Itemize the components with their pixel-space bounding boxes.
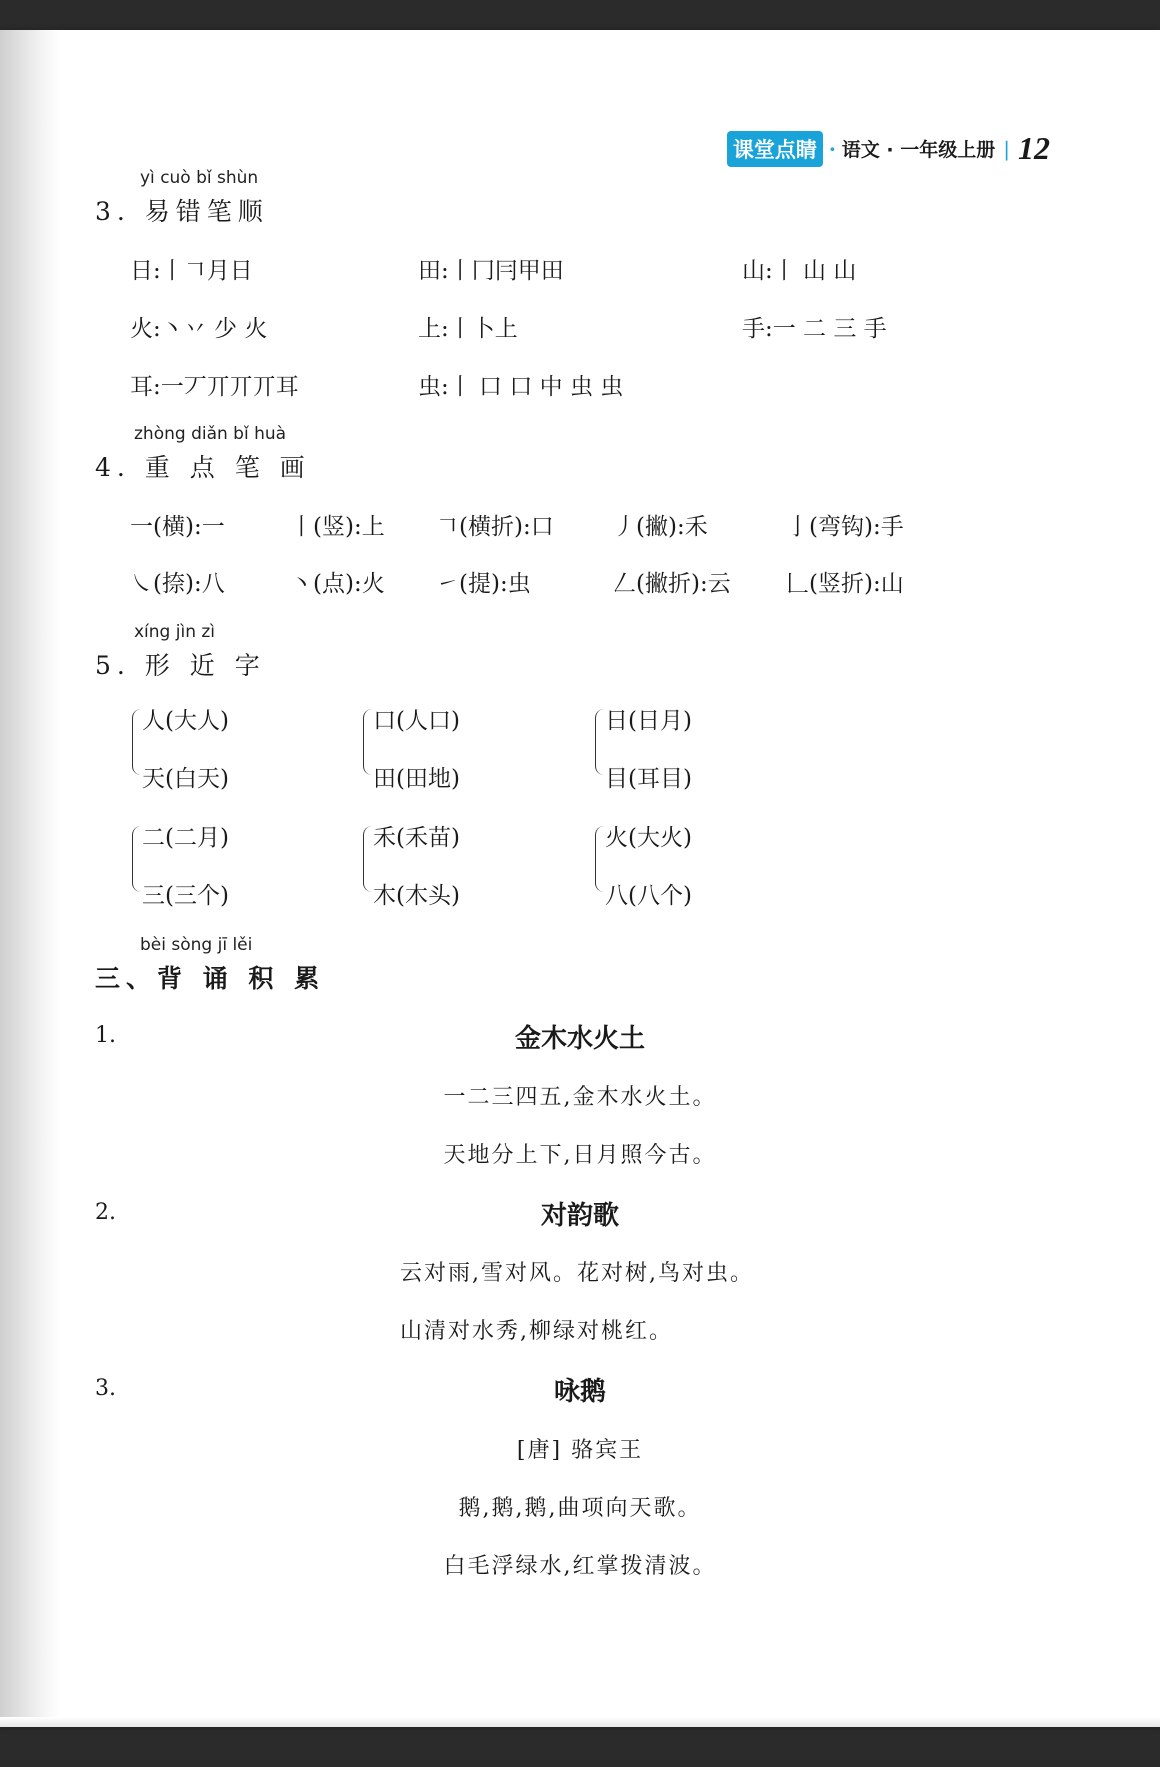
stroke-order-item: 耳:一丆丌丌丌耳 xyxy=(130,374,299,400)
part-3-title: 三、背 诵 积 累 xyxy=(95,964,326,993)
section-5-title: 5. 形 近 字 xyxy=(95,651,266,680)
poem-number: 1. xyxy=(95,1023,116,1048)
poem-number: 2. xyxy=(95,1200,116,1225)
similar-char-bottom: 田(田地) xyxy=(373,766,460,792)
stroke-item: ㇏(捺):八 xyxy=(130,571,225,597)
similar-char-top: 口(人口) xyxy=(373,708,460,734)
brace xyxy=(363,709,372,775)
similar-char-bottom: 目(耳目) xyxy=(605,766,692,792)
similar-char-bottom: 八(八个) xyxy=(605,883,692,909)
poem-title: 咏鹅 xyxy=(553,1377,606,1407)
page-shadow xyxy=(0,30,60,1727)
stroke-order-item: 田:丨冂冃甲田 xyxy=(418,258,564,284)
section-5-pinyin: xíng jìn zì xyxy=(134,622,216,642)
stroke-item: 亅(弯钩):手 xyxy=(786,514,904,540)
page-bottom-shadow xyxy=(0,1717,1160,1727)
poem-line: 一二三四五,金木水火土。 xyxy=(443,1085,717,1110)
section-3-pinyin: yì cuò bǐ shùn xyxy=(140,168,259,188)
stroke-item: 一(横):一 xyxy=(130,514,225,540)
poem-line: 白毛浮绿水,红掌拨清波。 xyxy=(443,1554,717,1579)
brace xyxy=(132,709,141,775)
stroke-item: 𠃍(横折):口 xyxy=(436,514,554,540)
page-header xyxy=(727,130,1050,167)
poem-line: 山清对水秀,柳绿对桃红。 xyxy=(400,1319,673,1344)
part-3-pinyin: bèi sòng jī lěi xyxy=(140,935,253,955)
stroke-order-item: 上:丨卜上 xyxy=(418,316,518,342)
similar-char-top: 禾(禾苗) xyxy=(373,825,460,851)
similar-char-top: 人(大人) xyxy=(142,708,229,734)
brace xyxy=(595,826,604,892)
poem-line: 天地分上下,日月照今古。 xyxy=(443,1143,717,1168)
similar-char-bottom: 三(三个) xyxy=(142,883,229,909)
brace xyxy=(363,826,372,892)
page-number: 12 xyxy=(1018,130,1050,166)
similar-char-bottom: 木(木头) xyxy=(373,883,460,909)
section-3-title: 3. 易错笔顺 xyxy=(95,197,269,226)
section-4-title: 4. 重 点 笔 画 xyxy=(95,453,311,482)
poem-author: [唐] 骆宾王 xyxy=(516,1438,644,1463)
header-dot: · xyxy=(828,136,836,161)
header-separator: | xyxy=(1003,136,1010,161)
stroke-item: 丶(点):火 xyxy=(290,571,385,597)
poem-line: 鹅,鹅,鹅,曲项向天歌。 xyxy=(458,1496,702,1521)
stroke-order-item: 山:丨 山 山 xyxy=(742,258,857,284)
stroke-item: 丿(撇):禾 xyxy=(613,514,708,540)
header-subject: 语文 · 一年级上册 xyxy=(841,139,996,161)
similar-char-top: 日(日月) xyxy=(605,708,692,734)
brace xyxy=(595,709,604,775)
stroke-item: 𠃋(撇折):云 xyxy=(613,571,731,597)
poem-line: 云对雨,雪对风。花对树,鸟对虫。 xyxy=(400,1261,754,1286)
stroke-item: ㇀(提):虫 xyxy=(436,571,531,597)
stroke-order-item: 火:丶丷 少 火 xyxy=(130,316,268,342)
similar-char-top: 火(大火) xyxy=(605,825,692,851)
poem-title: 对韵歌 xyxy=(540,1201,619,1231)
similar-char-bottom: 天(白天) xyxy=(142,766,229,792)
poem-title: 金木水火土 xyxy=(514,1024,645,1054)
section-4-pinyin: zhòng diǎn bǐ huà xyxy=(134,424,287,444)
book-page xyxy=(0,30,1160,1727)
similar-char-top: 二(二月) xyxy=(142,825,229,851)
stroke-item: 𠃊(竖折):山 xyxy=(786,571,904,597)
stroke-order-item: 虫:丨 口 口 中 虫 虫 xyxy=(418,374,624,400)
stroke-order-item: 手:一 二 三 手 xyxy=(742,316,887,342)
brace xyxy=(132,826,141,892)
poem-number: 3. xyxy=(95,1376,116,1401)
stroke-order-item: 日:丨𠃍月日 xyxy=(130,258,253,284)
brand-badge: 课堂点睛 xyxy=(727,131,823,167)
stroke-item: 丨(竖):上 xyxy=(290,514,385,540)
